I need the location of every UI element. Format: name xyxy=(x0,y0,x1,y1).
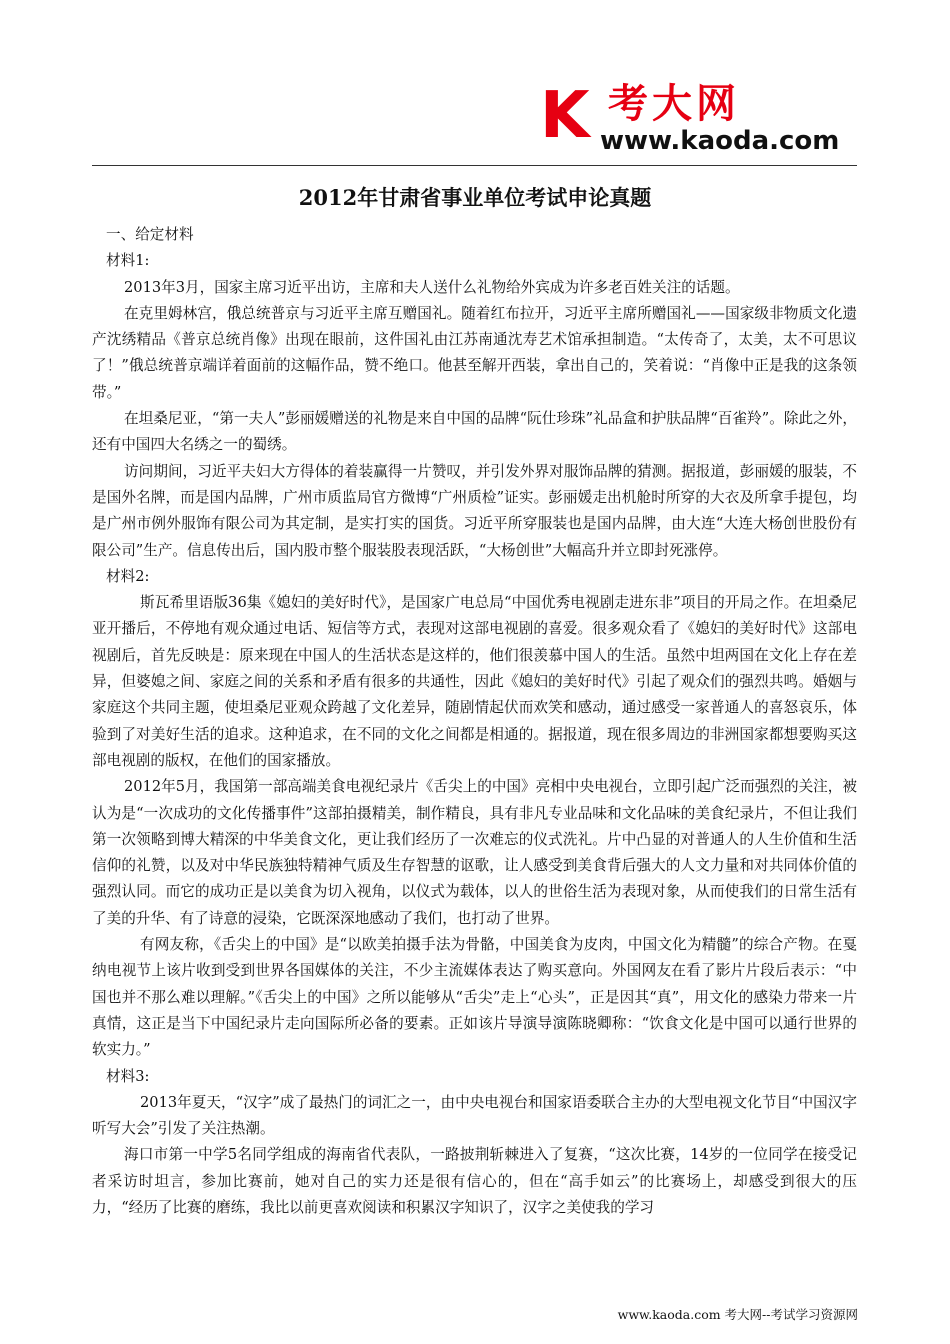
paragraph: 海口市第一中学5名同学组成的海南省代表队，一路披荆斩棘进入了复赛，“这次比赛，14岁的一位同学在接受记者采访时坦言，参加比赛前，她对自己的实力还是很有信心的，但在“高手如云”的比赛场上，却感受到很大的压力，“经历了比赛的磨练，我比以前更喜欢阅读和积累汉字知识了，汉字之美使我的学习 xyxy=(92,1146,857,1216)
paragraph: 2012年5月，我国第一部高端美食电视纪录片《舌尖上的中国》亮相中央电视台，立即引起广泛而强烈的关注，被认为是“一次成功的文化传播事件”这部拍摄精美，制作精良，具有非凡专业品味和文化品味的美食纪录片，不但让我们第一次领略到博大精深的中华美食文化，更让我们经历了一次难忘的仪式洗礼。片中凸显的对普通人的人生价值和生活信仰的礼赞，以及对中华民族独特精神气质及生存智慧的讴歌，让人感受到美食背后强大的人文力量和对共同体价值的强烈认同。而它的成功正是以美食为切入视角，以仪式为载体，以人的世俗生活为表现对象，从而使我们的日常生活有了美的升华、有了诗意的浸染，它既深深地感动了我们，也打动了世界。 xyxy=(92,778,857,927)
paragraph: 在坦桑尼亚，“第一夫人”彭丽媛赠送的礼物是来自中国的品牌“阮仕珍珠”礼品盒和护肤品牌“百雀羚”。除此之外，还有中国四大名绣之一的蜀绣。 xyxy=(92,410,857,454)
paragraph: 2013年3月，国家主席习近平出访，主席和夫人送什么礼物给外宾成为许多老百姓关注的话题。 xyxy=(124,278,740,296)
header-divider xyxy=(92,165,857,166)
material-heading-1: 材料1: xyxy=(106,252,150,270)
logo-k-mark: K xyxy=(540,79,588,153)
logo-url: www.kaoda.com xyxy=(600,126,840,156)
section-heading: 一、给定材料 xyxy=(106,226,194,243)
document-body xyxy=(92,222,857,1221)
paragraph: 2013年夏天，“汉字”成了最热门的词汇之一，由中央电视台和国家语委联合主办的大型电视文化节目“中国汉字听写大会”引发了关注热潮。 xyxy=(92,1093,857,1138)
material-heading-3: 材料3: xyxy=(106,1067,150,1085)
paragraph: 在克里姆林宫，俄总统普京与习近平主席互赠国礼。随着红布拉开，习近平主席所赠国礼——国家级非物质文化遗产沈绣精品《普京总统肖像》出现在眼前，这件国礼由江苏南通沈寿艺术馆承担制造。“太传奇了，太美，太不可思议了！”俄总统普京端详着面前的这幅作品，赞不绝口。他甚至解开西装，拿出自己的，笑着说：“肖像中正是我的这条领带。” xyxy=(92,304,857,401)
paragraph: 访问期间，习近平夫妇大方得体的着装赢得一片赞叹，并引发外界对服饰品牌的猜测。据报道，彭丽媛的服装，不是国外名牌，而是国内品牌，广州市质监局官方微博“广州质检”证实。彭丽媛走出机舱时所穿的大衣及所拿手提包，均是广州市例外服饰有限公司为其定制，是实打实的国货。习近平所穿服装也是国内品牌，由大连“大连大杨创世股份有限公司”生产。信息传出后，国内股市整个服装股表现活跃，“大杨创世”大幅高升并立即封死涨停。 xyxy=(92,462,857,559)
document-title: 2012年甘肃省事业单位考试申论真题 xyxy=(298,185,652,210)
paragraph: 有网友称，《舌尖上的中国》是“以欧美拍摄手法为骨骼，中国美食为皮肉，中国文化为精髓”的综合产物。在戛纳电视节上该片收到受到世界各国媒体的关注，不少主流媒体表达了购买意向。外国网友在看了影片片段后表示：“中国也并不那么难以理解。”《舌尖上的中国》之所以能够从“舌尖”走上“心头”，正是因其“真”，用文化的感染力带来一片真情，这正是当下中国纪录片走向国际所必备的要素。正如该片导演导演陈晓卿称：“饮食文化是中国可以通行世界的软实力。” xyxy=(92,936,857,1059)
site-logo xyxy=(540,80,870,160)
material-heading-2: 材料2: xyxy=(106,567,150,585)
logo-name: 考大网 xyxy=(608,81,740,127)
paragraph: 斯瓦希里语版36集《媳妇的美好时代》，是国家广电总局“中国优秀电视剧走进东非”项目的开局之作。在坦桑尼亚开播后，不停地有观众通过电话、短信等方式，表现对这部电视剧的喜爱。很多观众看了《媳妇的美好时代》这部电视剧后，首先反映是：原来现在中国人的生活状态是这样的，他们很羡慕中国人的生活。虽然中坦两国在文化上存在差异，但婆媳之间、家庭之间的关系和矛盾有很多的共通性，因此《媳妇的美好时代》引起了观众们的强烈共鸣。婚姻与家庭这个共同主题，使坦桑尼亚观众跨越了文化差异，随剧情起伏而欢笑和感动，通过感受一家普通人的喜怒哀乐，体验到了对美好生活的追求。这种追求，在不同的文化之间都是相通的。据报道，现在很多周边的非洲国家都想要购买这部电视剧的版权，在他们的国家播放。 xyxy=(92,594,857,769)
page-footer: www.kaoda.com 考大网--考试学习资源网 xyxy=(617,1307,858,1322)
